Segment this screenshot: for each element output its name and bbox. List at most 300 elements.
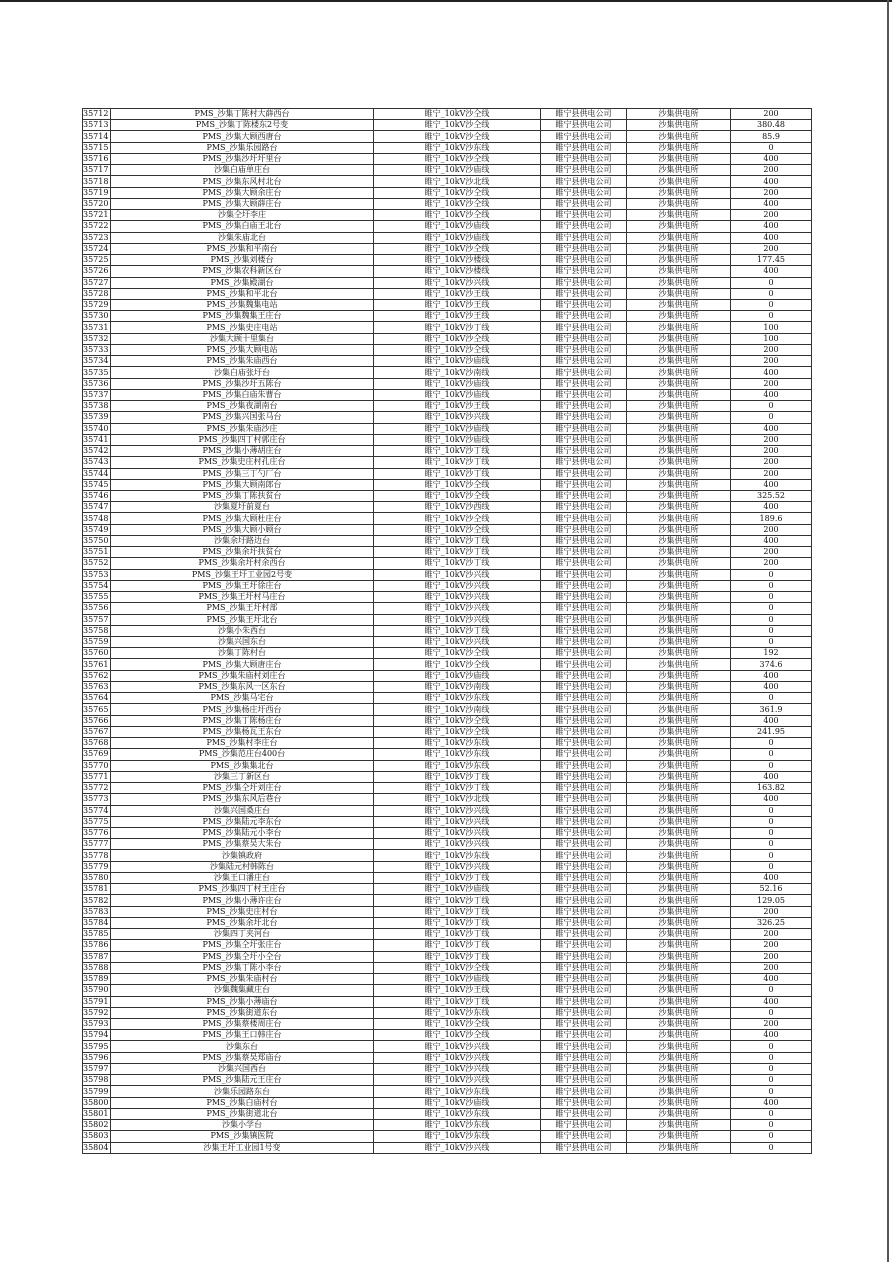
station-name-cell: 沙集朱庙北台 <box>111 232 374 243</box>
capacity-value-cell: 361.9 <box>731 704 812 715</box>
company-name-cell: 睢宁县供电公司 <box>541 794 627 805</box>
station-name-cell: PMS_沙集和平北台 <box>111 288 374 299</box>
table-row <box>83 670 812 681</box>
line-name-cell: 睢宁_10kV沙王线 <box>374 288 541 299</box>
station-name-cell: PMS_沙集丁陈小李台 <box>111 962 374 973</box>
station-name-cell: 沙集白庙单庄台 <box>111 165 374 176</box>
station-name-cell: PMS_沙集小薄许庄台 <box>111 895 374 906</box>
company-name-cell: 睢宁县供电公司 <box>541 524 627 535</box>
capacity-value-cell: 192 <box>731 648 812 659</box>
station-name-cell: PMS_沙集大顾小顾台 <box>111 524 374 535</box>
line-name-cell: 睢宁_10kV沙东线 <box>374 693 541 704</box>
station-name-cell: 沙集小学台 <box>111 1120 374 1131</box>
record-id-cell: 35788 <box>83 962 111 973</box>
capacity-value-cell: 0 <box>731 985 812 996</box>
line-name-cell: 睢宁_10kV沙东线 <box>374 1120 541 1131</box>
table-row <box>83 1131 812 1142</box>
company-name-cell: 睢宁县供电公司 <box>541 423 627 434</box>
capacity-value-cell: 0 <box>731 1142 812 1153</box>
record-id-cell: 35778 <box>83 850 111 861</box>
record-id-cell: 35716 <box>83 153 111 164</box>
record-id-cell: 35752 <box>83 558 111 569</box>
line-name-cell: 睢宁_10kV沙庙线 <box>374 232 541 243</box>
station-name-cell: PMS_沙集镇医院 <box>111 1131 374 1142</box>
station-name-cell: PMS_沙集朱庙村台 <box>111 974 374 985</box>
station-name-cell: PMS_沙集农科新区台 <box>111 266 374 277</box>
station-name-cell: PMS_沙集丁陈楼东2号变 <box>111 120 374 131</box>
company-name-cell: 睢宁县供电公司 <box>541 996 627 1007</box>
table-row <box>83 580 812 591</box>
company-name-cell: 睢宁县供电公司 <box>541 1007 627 1018</box>
capacity-value-cell: 200 <box>731 446 812 457</box>
service-station-cell: 沙集供电所 <box>627 872 731 883</box>
station-name-cell: 沙集仝圩李庄 <box>111 210 374 221</box>
table-row <box>83 828 812 839</box>
record-id-cell: 35794 <box>83 1030 111 1041</box>
company-name-cell: 睢宁县供电公司 <box>541 457 627 468</box>
company-name-cell: 睢宁县供电公司 <box>541 693 627 704</box>
service-station-cell: 沙集供电所 <box>627 906 731 917</box>
table-row <box>83 637 812 648</box>
line-name-cell: 睢宁_10kV沙丁线 <box>374 468 541 479</box>
table-row <box>83 1142 812 1153</box>
line-name-cell: 睢宁_10kV沙庙线 <box>374 378 541 389</box>
table-row <box>83 929 812 940</box>
line-name-cell: 睢宁_10kV沙庙线 <box>374 423 541 434</box>
service-station-cell: 沙集供电所 <box>627 468 731 479</box>
line-name-cell: 睢宁_10kV沙兴线 <box>374 614 541 625</box>
company-name-cell: 睢宁县供电公司 <box>541 1108 627 1119</box>
company-name-cell: 睢宁县供电公司 <box>541 828 627 839</box>
line-name-cell: 睢宁_10kV沙仝线 <box>374 131 541 142</box>
line-name-cell: 睢宁_10kV沙兴线 <box>374 637 541 648</box>
table-row <box>83 198 812 209</box>
record-id-cell: 35780 <box>83 872 111 883</box>
company-name-cell: 睢宁县供电公司 <box>541 929 627 940</box>
table-row <box>83 255 812 266</box>
capacity-value-cell: 200 <box>731 468 812 479</box>
company-name-cell: 睢宁县供电公司 <box>541 760 627 771</box>
service-station-cell: 沙集供电所 <box>627 333 731 344</box>
capacity-value-cell: 100 <box>731 333 812 344</box>
station-name-cell: 沙集大顾十里集台 <box>111 333 374 344</box>
service-station-cell: 沙集供电所 <box>627 153 731 164</box>
line-name-cell: 睢宁_10kV沙兴线 <box>374 861 541 872</box>
table-row <box>83 490 812 501</box>
capacity-value-cell: 0 <box>731 749 812 760</box>
capacity-value-cell: 0 <box>731 839 812 850</box>
record-id-cell: 35713 <box>83 120 111 131</box>
company-name-cell: 睢宁县供电公司 <box>541 288 627 299</box>
table-row <box>83 839 812 850</box>
capacity-value-cell: 400 <box>731 232 812 243</box>
table-row <box>83 502 812 513</box>
capacity-value-cell: 400 <box>731 198 812 209</box>
line-name-cell: 睢宁_10kV沙仝线 <box>374 344 541 355</box>
service-station-cell: 沙集供电所 <box>627 389 731 400</box>
record-id-cell: 35743 <box>83 457 111 468</box>
record-id-cell: 35712 <box>83 109 111 120</box>
record-id-cell: 35758 <box>83 625 111 636</box>
station-name-cell: PMS_沙集余圩扶贫台 <box>111 547 374 558</box>
record-id-cell: 35797 <box>83 1063 111 1074</box>
company-name-cell: 睢宁县供电公司 <box>541 266 627 277</box>
capacity-value-cell: 0 <box>731 637 812 648</box>
company-name-cell: 睢宁县供电公司 <box>541 277 627 288</box>
company-name-cell: 睢宁县供电公司 <box>541 513 627 524</box>
table-row <box>83 974 812 985</box>
line-name-cell: 睢宁_10kV沙庙线 <box>374 884 541 895</box>
line-name-cell: 睢宁_10kV沙仝线 <box>374 210 541 221</box>
service-station-cell: 沙集供电所 <box>627 1075 731 1086</box>
company-name-cell: 睢宁县供电公司 <box>541 299 627 310</box>
record-id-cell: 35714 <box>83 131 111 142</box>
service-station-cell: 沙集供电所 <box>627 446 731 457</box>
capacity-value-cell: 0 <box>731 1041 812 1052</box>
table-row <box>83 749 812 760</box>
service-station-cell: 沙集供电所 <box>627 142 731 153</box>
company-name-cell: 睢宁县供电公司 <box>541 704 627 715</box>
station-name-cell: PMS_沙集蔡吴大朱台 <box>111 839 374 850</box>
table-row <box>83 794 812 805</box>
line-name-cell: 睢宁_10kV沙仝线 <box>374 333 541 344</box>
service-station-cell: 沙集供电所 <box>627 839 731 850</box>
table-row <box>83 210 812 221</box>
table-row <box>83 344 812 355</box>
service-station-cell: 沙集供电所 <box>627 513 731 524</box>
record-id-cell: 35722 <box>83 221 111 232</box>
table-row <box>83 681 812 692</box>
record-id-cell: 35719 <box>83 187 111 198</box>
capacity-value-cell: 200 <box>731 210 812 221</box>
station-name-cell: PMS_沙集史庄电站 <box>111 322 374 333</box>
station-name-cell: 沙集陆元村韩陈台 <box>111 861 374 872</box>
line-name-cell: 睢宁_10kV沙南线 <box>374 367 541 378</box>
table-row <box>83 805 812 816</box>
record-id-cell: 35718 <box>83 176 111 187</box>
capacity-value-cell: 200 <box>731 109 812 120</box>
line-name-cell: 睢宁_10kV沙丁线 <box>374 906 541 917</box>
service-station-cell: 沙集供电所 <box>627 322 731 333</box>
line-name-cell: 睢宁_10kV沙兴线 <box>374 816 541 827</box>
station-name-cell: PMS_沙集王口韩庄台 <box>111 1030 374 1041</box>
record-id-cell: 35723 <box>83 232 111 243</box>
record-id-cell: 35798 <box>83 1075 111 1086</box>
capacity-value-cell: 0 <box>731 311 812 322</box>
table-row <box>83 524 812 535</box>
station-name-cell: PMS_沙集东风后巷台 <box>111 794 374 805</box>
table-row <box>83 153 812 164</box>
service-station-cell: 沙集供电所 <box>627 974 731 985</box>
record-id-cell: 35776 <box>83 828 111 839</box>
service-station-cell: 沙集供电所 <box>627 423 731 434</box>
company-name-cell: 睢宁县供电公司 <box>541 805 627 816</box>
record-id-cell: 35754 <box>83 580 111 591</box>
service-station-cell: 沙集供电所 <box>627 120 731 131</box>
company-name-cell: 睢宁县供电公司 <box>541 1063 627 1074</box>
station-name-cell: PMS_沙集小薄胡庄台 <box>111 446 374 457</box>
table-row <box>83 457 812 468</box>
station-name-cell: PMS_沙集仝圩张庄台 <box>111 940 374 951</box>
service-station-cell: 沙集供电所 <box>627 951 731 962</box>
record-id-cell: 35769 <box>83 749 111 760</box>
station-name-cell: PMS_沙集蔡楼周庄台 <box>111 1018 374 1029</box>
record-id-cell: 35803 <box>83 1131 111 1142</box>
capacity-value-cell: 0 <box>731 625 812 636</box>
service-station-cell: 沙集供电所 <box>627 221 731 232</box>
station-name-cell: PMS_沙集杨庄圩西台 <box>111 704 374 715</box>
station-name-cell: PMS_沙集范庄台400台 <box>111 749 374 760</box>
record-id-cell: 35733 <box>83 344 111 355</box>
capacity-value-cell: 163.82 <box>731 783 812 794</box>
service-station-cell: 沙集供电所 <box>627 131 731 142</box>
record-id-cell: 35749 <box>83 524 111 535</box>
table-row <box>83 1018 812 1029</box>
service-station-cell: 沙集供电所 <box>627 479 731 490</box>
capacity-value-cell: 0 <box>731 277 812 288</box>
record-id-cell: 35771 <box>83 771 111 782</box>
station-name-cell: PMS_沙集王圩北台 <box>111 614 374 625</box>
table-row <box>83 547 812 558</box>
line-name-cell: 睢宁_10kV沙丁线 <box>374 917 541 928</box>
capacity-value-cell: 0 <box>731 1052 812 1063</box>
company-name-cell: 睢宁县供电公司 <box>541 176 627 187</box>
record-id-cell: 35735 <box>83 367 111 378</box>
capacity-value-cell: 0 <box>731 816 812 827</box>
line-name-cell: 睢宁_10kV沙丁线 <box>374 771 541 782</box>
table-row <box>83 266 812 277</box>
table-row <box>83 1007 812 1018</box>
record-id-cell: 35790 <box>83 985 111 996</box>
service-station-cell: 沙集供电所 <box>627 255 731 266</box>
line-name-cell: 睢宁_10kV沙丁线 <box>374 929 541 940</box>
station-name-cell: PMS_沙集兴国张马台 <box>111 412 374 423</box>
company-name-cell: 睢宁县供电公司 <box>541 412 627 423</box>
record-id-cell: 35728 <box>83 288 111 299</box>
station-name-cell: PMS_沙集沙圩五陈台 <box>111 378 374 389</box>
company-name-cell: 睢宁县供电公司 <box>541 142 627 153</box>
line-name-cell: 睢宁_10kV沙兴线 <box>374 592 541 603</box>
capacity-value-cell: 380.48 <box>731 120 812 131</box>
service-station-cell: 沙集供电所 <box>627 378 731 389</box>
station-name-cell: 沙集镇政府 <box>111 850 374 861</box>
station-name-cell: 沙集白庙张圩台 <box>111 367 374 378</box>
line-name-cell: 睢宁_10kV沙仝线 <box>374 1018 541 1029</box>
company-name-cell: 睢宁县供电公司 <box>541 670 627 681</box>
service-station-cell: 沙集供电所 <box>627 490 731 501</box>
company-name-cell: 睢宁县供电公司 <box>541 1131 627 1142</box>
service-station-cell: 沙集供电所 <box>627 681 731 692</box>
record-id-cell: 35773 <box>83 794 111 805</box>
record-id-cell: 35750 <box>83 535 111 546</box>
table-row <box>83 423 812 434</box>
station-name-cell: PMS_沙集丁陈扶贫台 <box>111 490 374 501</box>
station-name-cell: PMS_沙集街道北台 <box>111 1108 374 1119</box>
line-name-cell: 睢宁_10kV沙南线 <box>374 681 541 692</box>
capacity-value-cell: 100 <box>731 322 812 333</box>
station-name-cell: PMS_沙集魏集王庄台 <box>111 311 374 322</box>
table-row <box>83 1030 812 1041</box>
line-name-cell: 睢宁_10kV沙丁线 <box>374 895 541 906</box>
capacity-value-cell: 0 <box>731 693 812 704</box>
station-name-cell: PMS_沙集大顾西唐台 <box>111 131 374 142</box>
service-station-cell: 沙集供电所 <box>627 985 731 996</box>
service-station-cell: 沙集供电所 <box>627 187 731 198</box>
company-name-cell: 睢宁县供电公司 <box>541 1086 627 1097</box>
table-row <box>83 120 812 131</box>
company-name-cell: 睢宁县供电公司 <box>541 816 627 827</box>
record-id-cell: 35763 <box>83 681 111 692</box>
company-name-cell: 睢宁县供电公司 <box>541 850 627 861</box>
company-name-cell: 睢宁县供电公司 <box>541 558 627 569</box>
company-name-cell: 睢宁县供电公司 <box>541 726 627 737</box>
company-name-cell: 睢宁县供电公司 <box>541 580 627 591</box>
company-name-cell: 睢宁县供电公司 <box>541 906 627 917</box>
record-id-cell: 35775 <box>83 816 111 827</box>
line-name-cell: 睢宁_10kV沙北线 <box>374 794 541 805</box>
table-row <box>83 895 812 906</box>
capacity-value-cell: 400 <box>731 221 812 232</box>
company-name-cell: 睢宁县供电公司 <box>541 255 627 266</box>
service-station-cell: 沙集供电所 <box>627 198 731 209</box>
service-station-cell: 沙集供电所 <box>627 895 731 906</box>
service-station-cell: 沙集供电所 <box>627 401 731 412</box>
station-name-cell: 沙集四丁夹河台 <box>111 929 374 940</box>
station-name-cell: PMS_沙集东风村北台 <box>111 176 374 187</box>
station-name-cell: PMS_沙集蔡吴郑庙台 <box>111 1052 374 1063</box>
service-station-cell: 沙集供电所 <box>627 637 731 648</box>
station-name-cell: PMS_沙集朱庙西台 <box>111 356 374 367</box>
capacity-value-cell: 400 <box>731 389 812 400</box>
line-name-cell: 睢宁_10kV沙兴线 <box>374 1063 541 1074</box>
station-name-cell: PMS_沙集四丁村郭庄台 <box>111 434 374 445</box>
service-station-cell: 沙集供电所 <box>627 738 731 749</box>
service-station-cell: 沙集供电所 <box>627 828 731 839</box>
table-row <box>83 1086 812 1097</box>
service-station-cell: 沙集供电所 <box>627 648 731 659</box>
capacity-value-cell: 200 <box>731 378 812 389</box>
company-name-cell: 睢宁县供电公司 <box>541 1018 627 1029</box>
record-id-cell: 35804 <box>83 1142 111 1153</box>
service-station-cell: 沙集供电所 <box>627 771 731 782</box>
line-name-cell: 睢宁_10kV沙仝线 <box>374 479 541 490</box>
company-name-cell: 睢宁县供电公司 <box>541 1097 627 1108</box>
company-name-cell: 睢宁县供电公司 <box>541 861 627 872</box>
record-id-cell: 35751 <box>83 547 111 558</box>
station-name-cell: 沙集夏圩前夏台 <box>111 502 374 513</box>
record-id-cell: 35756 <box>83 603 111 614</box>
capacity-value-cell: 0 <box>731 738 812 749</box>
capacity-value-cell: 0 <box>731 861 812 872</box>
table-row <box>83 479 812 490</box>
table-row <box>83 738 812 749</box>
record-id-cell: 35784 <box>83 917 111 928</box>
table-row <box>83 232 812 243</box>
table-row <box>83 446 812 457</box>
service-station-cell: 沙集供电所 <box>627 299 731 310</box>
station-name-cell: PMS_沙集史庄村台 <box>111 906 374 917</box>
station-name-cell: PMS_沙集陆元李东台 <box>111 816 374 827</box>
table-row <box>83 356 812 367</box>
service-station-cell: 沙集供电所 <box>627 547 731 558</box>
company-name-cell: 睢宁县供电公司 <box>541 243 627 254</box>
company-name-cell: 睢宁县供电公司 <box>541 917 627 928</box>
line-name-cell: 睢宁_10kV沙楼线 <box>374 266 541 277</box>
record-id-cell: 35800 <box>83 1097 111 1108</box>
company-name-cell: 睢宁县供电公司 <box>541 479 627 490</box>
service-station-cell: 沙集供电所 <box>627 592 731 603</box>
line-name-cell: 睢宁_10kV沙兴线 <box>374 277 541 288</box>
station-name-cell: PMS_沙集余圩北台 <box>111 917 374 928</box>
line-name-cell: 睢宁_10kV沙丁线 <box>374 783 541 794</box>
company-name-cell: 睢宁县供电公司 <box>541 311 627 322</box>
line-name-cell: 睢宁_10kV沙庙线 <box>374 434 541 445</box>
service-station-cell: 沙集供电所 <box>627 760 731 771</box>
line-name-cell: 睢宁_10kV沙楼线 <box>374 255 541 266</box>
service-station-cell: 沙集供电所 <box>627 805 731 816</box>
record-id-cell: 35799 <box>83 1086 111 1097</box>
capacity-value-cell: 200 <box>731 524 812 535</box>
station-name-cell: 沙集兴国西台 <box>111 1063 374 1074</box>
service-station-cell: 沙集供电所 <box>627 569 731 580</box>
station-name-cell: 沙集兴国东台 <box>111 637 374 648</box>
station-name-cell: 沙集东台 <box>111 1041 374 1052</box>
capacity-value-cell: 200 <box>731 940 812 951</box>
table-row <box>83 940 812 951</box>
line-name-cell: 睢宁_10kV沙东线 <box>374 1131 541 1142</box>
service-station-cell: 沙集供电所 <box>627 749 731 760</box>
capacity-value-cell: 200 <box>731 187 812 198</box>
record-id-cell: 35795 <box>83 1041 111 1052</box>
capacity-value-cell: 0 <box>731 569 812 580</box>
station-name-cell: PMS_沙集村李庄台 <box>111 738 374 749</box>
station-name-cell: 沙集兴国桑庄台 <box>111 805 374 816</box>
capacity-value-cell: 177.45 <box>731 255 812 266</box>
service-station-cell: 沙集供电所 <box>627 715 731 726</box>
line-name-cell: 睢宁_10kV沙仝线 <box>374 120 541 131</box>
service-station-cell: 沙集供电所 <box>627 109 731 120</box>
record-id-cell: 35744 <box>83 468 111 479</box>
line-name-cell: 睢宁_10kV沙仝线 <box>374 153 541 164</box>
line-name-cell: 睢宁_10kV沙丁线 <box>374 951 541 962</box>
capacity-value-cell: 0 <box>731 142 812 153</box>
capacity-value-cell: 400 <box>731 502 812 513</box>
line-name-cell: 睢宁_10kV沙仝线 <box>374 726 541 737</box>
table-row <box>83 592 812 603</box>
record-id-cell: 35802 <box>83 1120 111 1131</box>
capacity-value-cell: 52.16 <box>731 884 812 895</box>
capacity-value-cell: 0 <box>731 828 812 839</box>
station-name-cell: PMS_沙集大顾余庄台 <box>111 187 374 198</box>
table-row <box>83 569 812 580</box>
station-name-cell: PMS_沙集陆元王庄台 <box>111 1075 374 1086</box>
line-name-cell: 睢宁_10kV沙庙线 <box>374 389 541 400</box>
line-name-cell: 睢宁_10kV沙仝线 <box>374 524 541 535</box>
service-station-cell: 沙集供电所 <box>627 524 731 535</box>
capacity-value-cell: 400 <box>731 367 812 378</box>
station-name-cell: PMS_沙集王圩村部 <box>111 603 374 614</box>
capacity-value-cell: 400 <box>731 1097 812 1108</box>
record-id-cell: 35720 <box>83 198 111 209</box>
service-station-cell: 沙集供电所 <box>627 1052 731 1063</box>
table-row <box>83 603 812 614</box>
station-name-cell: PMS_沙集大顾薛庄台 <box>111 198 374 209</box>
service-station-cell: 沙集供电所 <box>627 412 731 423</box>
line-name-cell: 睢宁_10kV沙南线 <box>374 704 541 715</box>
line-name-cell: 睢宁_10kV沙仝线 <box>374 243 541 254</box>
capacity-value-cell: 400 <box>731 872 812 883</box>
line-name-cell: 睢宁_10kV沙仝线 <box>374 659 541 670</box>
